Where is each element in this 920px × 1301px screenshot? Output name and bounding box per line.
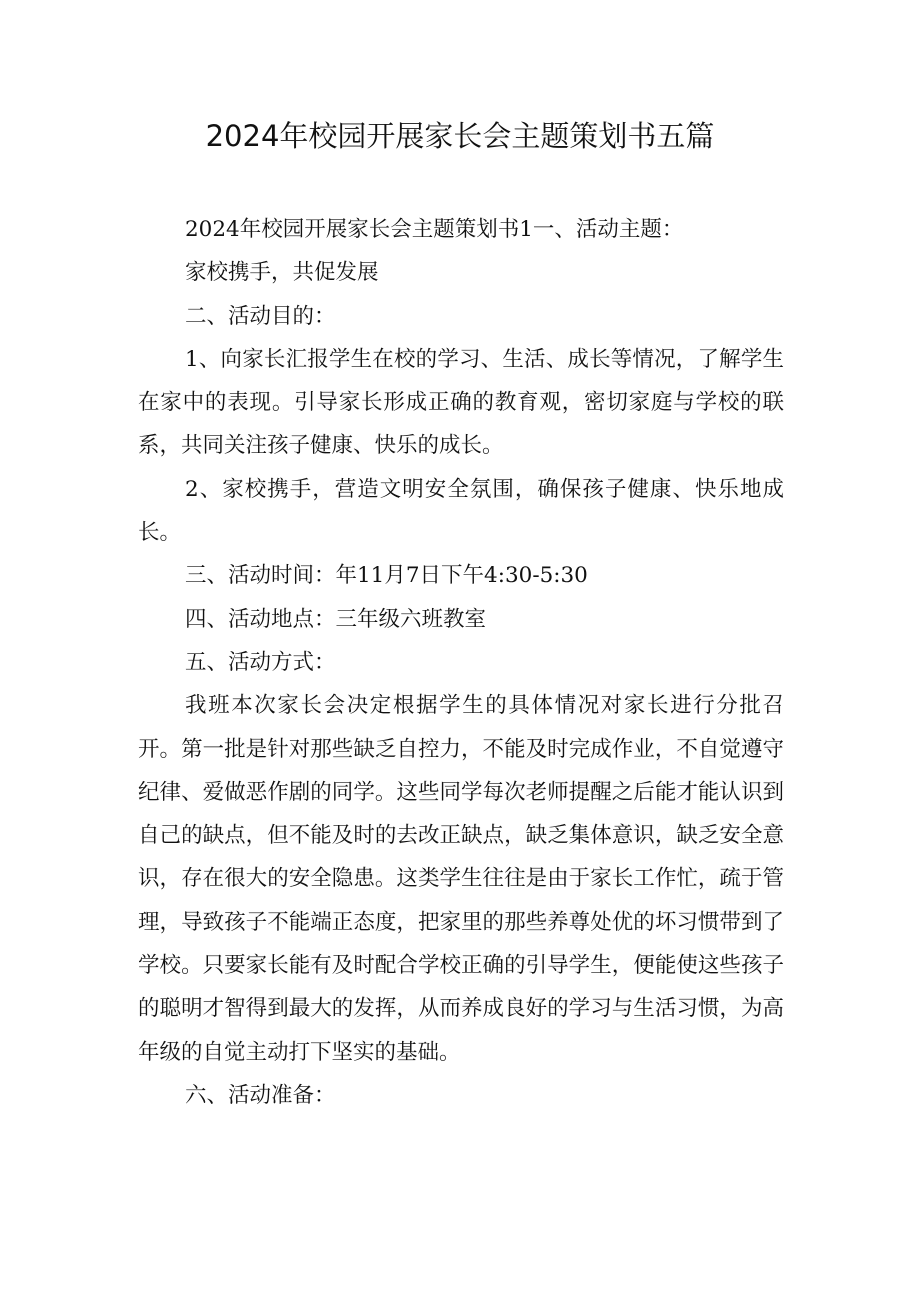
paragraph-theme-heading: 2024年校园开展家长会主题策划书1一、活动主题： <box>185 217 684 242</box>
paragraph-time: 三、活动时间：年11月7日下午4:30-5:30 <box>185 563 588 589</box>
paragraph-purpose-1: 1、向家长汇报学生在校的学习、生活、成长等情况，了解学生在家中的表现。引导家长形成正确的教育观，密切家庭与学校的联系，共同关注孩子健康、快乐的成长。 <box>138 346 784 459</box>
paragraph-purpose-heading: 二、活动目的： <box>185 303 336 329</box>
paragraph-theme: 家校携手，共促发展 <box>185 260 379 286</box>
document-body <box>138 208 784 1117</box>
paragraph-preparation-heading: 六、活动准备： <box>185 1082 336 1108</box>
paragraph-location: 四、活动地点：三年级六班教室 <box>185 606 487 632</box>
paragraph-method: 我班本次家长会决定根据学生的具体情况对家长进行分批召开。第一批是针对那些缺乏自控力，不能及时完成作业，不自觉遵守纪律、爱做恶作剧的同学。这些同学每次老师提醒之后能才能认识到自己的缺点，但不能及时的去改正缺点，缺乏集体意识，缺乏安全意识，存在很大的安全隐患。这类学生往往是由于家长工作忙，疏于管理，导致孩子不能端正态度，把家里的那些养尊处优的坏习惯带到了学校。只要家长能有及时配合学校正确的引导学生，便能使这些孩子的聪明才智得到最大的发挥，从而养成良好的学习与生活习惯，为高年级的自觉主动打下坚实的基础。 <box>138 693 784 1065</box>
paragraph-purpose-2: 2、家校携手，营造文明安全氛围，确保孩子健康、快乐地成长。 <box>138 476 784 546</box>
document-title: 2024年校园开展家长会主题策划书五篇 <box>205 119 715 153</box>
paragraph-method-heading: 五、活动方式： <box>185 649 336 675</box>
